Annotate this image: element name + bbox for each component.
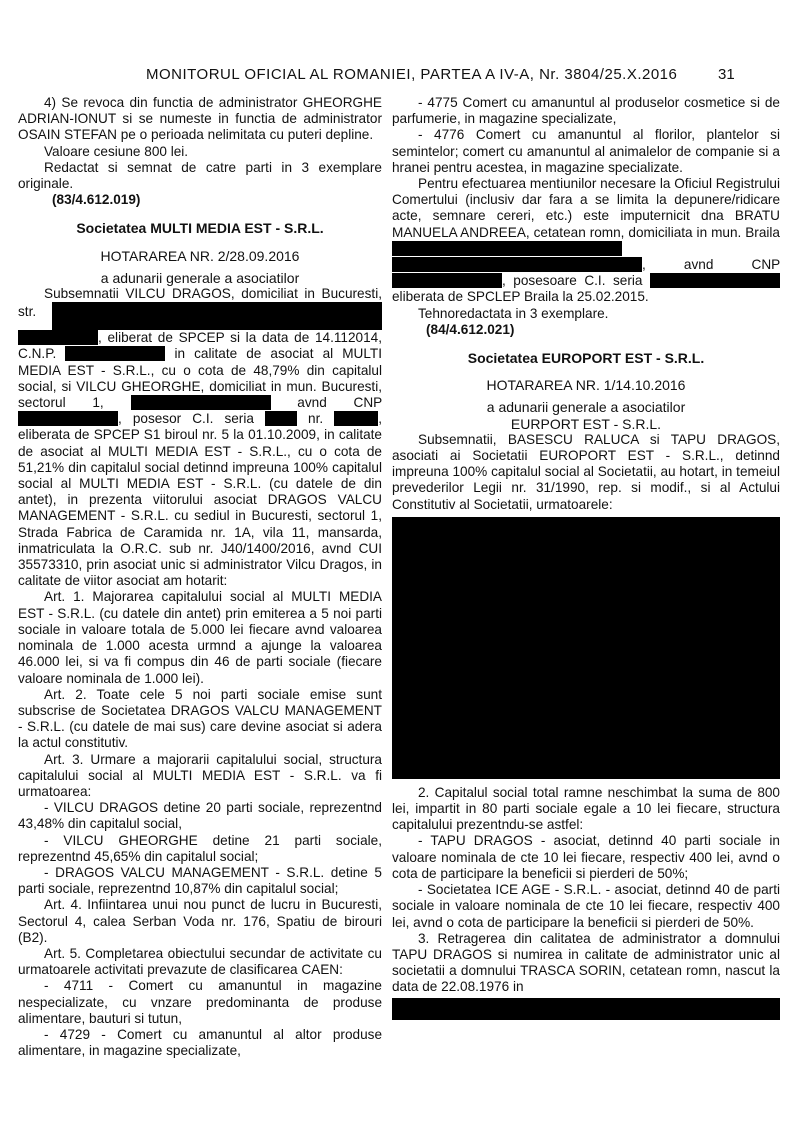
decision-subtitle: EURPORT EST - S.R.L. — [510, 415, 662, 432]
left-column — [18, 95, 382, 1059]
redaction-block — [392, 257, 642, 272]
redaction-block — [650, 273, 780, 288]
list-item: - 4776 Comert cu amanuntul al florilor, plantelor si semintelor; comert cu amanuntul al animalelor de companie si a hranei pentru acestea, in magazine specializate. — [392, 127, 780, 175]
redaction-block — [131, 395, 271, 410]
paragraph — [392, 176, 780, 306]
paragraph: Valoare cesiune 800 lei. — [44, 143, 189, 159]
page-number: 31 — [718, 66, 735, 83]
text-run: avnd CNP — [297, 395, 382, 411]
paragraph: Redactat si semnat de catre parti in 3 exemplare originale. — [18, 159, 382, 192]
paragraph: Art. 1. Majorarea capitalului social al MULTI MEDIA EST - S.R.L. (cu datele din antet) prin emiterea a 5 noi parti sociale in valoare totala de 5.000 lei fiecare avnd valoarea nominala de 1.000 acesta urmnd a ajunge la valoarea 46.000 lei, si va fi compus din 46 de parti sociale (fiecare valoare nominala de 1.000 lei). — [18, 589, 382, 686]
decision-subtitle: a adunarii generale a asociatilor — [100, 269, 300, 286]
reference-number: (83/4.612.019) — [52, 192, 141, 208]
paragraph: Art. 3. Urmare a majorarii capitalului social, structura capitalului social al MULTI MEDIA EST - S.R.L. va fi urmatoarea: — [18, 751, 382, 799]
text-run: , posesor C.I. seria — [118, 411, 254, 427]
paragraph: 2. Capitalul social total ramne neschimbat la suma de 800 lei, impartit in 80 parti sociale egale a 10 lei fiecare, structura capitalului prezentndu-se astfel: — [392, 784, 780, 833]
redaction-block — [392, 273, 502, 288]
text-run: Subsemnatii VILCU DRAGOS, domiciliat in Bucuresti, str. — [18, 286, 382, 320]
list-item: - DRAGOS VALCU MANAGEMENT - S.R.L. detine 5 parti sociale, reprezentnd 10,87% din capitalul social; — [18, 864, 382, 897]
paragraph: Tehnoredactata in 3 exemplare. — [418, 305, 609, 321]
page-header — [0, 66, 800, 88]
reference-number: (84/4.612.021) — [426, 321, 515, 337]
company-prefix: Societatea — [76, 220, 151, 237]
text-run: eliberata de SPCLEP Braila la 25.02.2015. — [392, 289, 649, 305]
decision-subtitle: a adunarii generale a asociatilor — [486, 399, 686, 416]
company-heading — [392, 350, 780, 366]
paragraph: Art. 5. Completarea obiectului secundar de activitate cu urmatoarele activitati prevazute de clasificarea CAEN: — [18, 945, 382, 978]
list-item: - VILCU DRAGOS detine 20 parti sociale, reprezentnd 43,48% din capitalul social, — [18, 800, 382, 832]
text-run: , eliberata de SPCEP S1 biroul nr. 5 la 01.10.2009, in calitate de asociat al MULTI MEDIA EST - S.R.L., cu o cota de 51,21% din capitalul social detinnd impreuna 100% capitalul social al MULTI MEDIA EST - S.R.L. (cu datele de din antet), in prezenta viitorului asociat DRAGOS VALCU MANAGEMENT - S.R.L. cu sediul in Bucuresti, sectorul 1, Strada Fabrica de Caramida nr. 1A, vila 11, mansarda, inmatriculata la O.R.C. sub nr. J40/1400/2016, avnd CUI 35573310, prin asociat unic si administrator Vilcu Dragos, in calitate de viitor asociat am hotarit: — [18, 411, 383, 589]
paragraph: Subsemnatii, BASESCU RALUCA si TAPU DRAGOS, asociati ai Societatii EUROPORT EST - S.R.L., detinnd impreuna 100% capitalul social al Societatii, au hotart, in temeiul prevederilor Legii nr. 31/1990, rep. si modif., si al Actului Constitutiv al Societatii, urmatoarele: — [392, 431, 780, 512]
list-item: - TAPU DRAGOS - asociat, detinnd 40 parti sociale in valoare nominala de cte 10 lei fiecare, respectiv 400 lei, avnd o cota de participare la beneficii si pierderi de 50%; — [392, 833, 780, 881]
list-item: - 4775 Comert cu amanuntul al produselor cosmetice si de parfumerie, in magazine specializate, — [392, 95, 780, 127]
right-column — [392, 95, 780, 1026]
list-item: - 4711 - Comert cu amanuntul in magazine nespecializate, cu vnzare predominanta de produse alimentare, bauturi si tutun, — [18, 978, 382, 1026]
company-prefix: Societatea — [467, 350, 542, 367]
list-item: - 4729 - Comert cu amanuntul al altor produse alimentare, in magazine specializate, — [18, 1026, 382, 1059]
redaction-block — [18, 330, 98, 345]
text-run: , posesoare C.I. seria — [502, 273, 643, 289]
list-item: - VILCU GHEORGHE detine 21 parti sociale, reprezentnd 45,65% din capitalul social; — [18, 832, 382, 864]
company-name: MULTI MEDIA EST - S.R.L. — [150, 220, 324, 237]
company-heading — [18, 220, 382, 236]
redaction-block — [65, 346, 165, 361]
company-name: EUROPORT EST - S.R.L. — [541, 350, 705, 367]
redaction-block — [392, 517, 780, 779]
text-run: in calitate de asociat al MULTI MEDIA EST - S.R.L., cu o cota de 48,79% din capitalul social, si VILCU GHEORGHE, domiciliat in mun. Bucuresti, sectorul 1, — [18, 346, 382, 411]
redaction-block — [52, 302, 382, 330]
redaction-block — [18, 411, 118, 426]
paragraph — [18, 286, 382, 589]
list-item: - Societatea ICE AGE - S.R.L. - asociat, detinnd 40 de parti sociale in valoare nominala de cte 10 lei fiecare, respectiv 400 lei, avnd o cota de participare la beneficii si pierderi de 50%. — [392, 882, 780, 930]
redaction-block — [392, 998, 780, 1020]
paragraph: 4) Se revoca din functia de administrator GHEORGHE ADRIAN-IONUT si se numeste in functia de administrator OSAIN STEFAN pe o perioada nelimitata cu puteri depline. — [18, 95, 382, 143]
publication-title: MONITORUL OFICIAL AL ROMANIEI, PARTEA A IV-A, Nr. 3804/25.X.2016 — [146, 66, 678, 83]
paragraph: Art. 4. Infiintarea unui nou punct de lucru in Bucuresti, Sectorul 4, calea Serban Voda nr. 176, Spatiu de birouri (B2). — [18, 897, 382, 945]
redaction-block — [265, 411, 297, 426]
text-run: nr. — [308, 411, 324, 427]
redaction-block — [392, 241, 622, 256]
paragraph: Art. 2. Toate cele 5 noi parti sociale emise sunt subscrise de Societatea DRAGOS VALCU MANAGEMENT - S.R.L. (cu datele de mai sus) care devine asociat si adera la actul constitutiv. — [18, 686, 382, 751]
text-run: Pentru efectuarea mentiunilor necesare la Oficiul Registrului Comertului (inclusiv dar fara a se limita la depunere/ridicare acte, semnare cereri, etc.) este imputernicit dna BRATU MANUELA ANDREEA, cetatean romn, domiciliata in mun. Braila — [392, 176, 780, 240]
redaction-block — [334, 411, 378, 426]
decision-title: HOTARAREA NR. 1/14.10.2016 — [486, 377, 686, 394]
text-run: , avnd CNP — [642, 257, 780, 273]
decision-title: HOTARAREA NR. 2/28.09.2016 — [100, 247, 300, 264]
paragraph: 3. Retragerea din calitatea de administrator a domnului TAPU DRAGOS si numirea in calitate de administrator unic al societatii a domnului TRASCA SORIN, cetatean romn, nascut la data de 22.08.1976 in — [392, 930, 780, 995]
text-run: , eliberat de SPCEP si la data de 14.112014, C.N.P. — [18, 330, 382, 362]
